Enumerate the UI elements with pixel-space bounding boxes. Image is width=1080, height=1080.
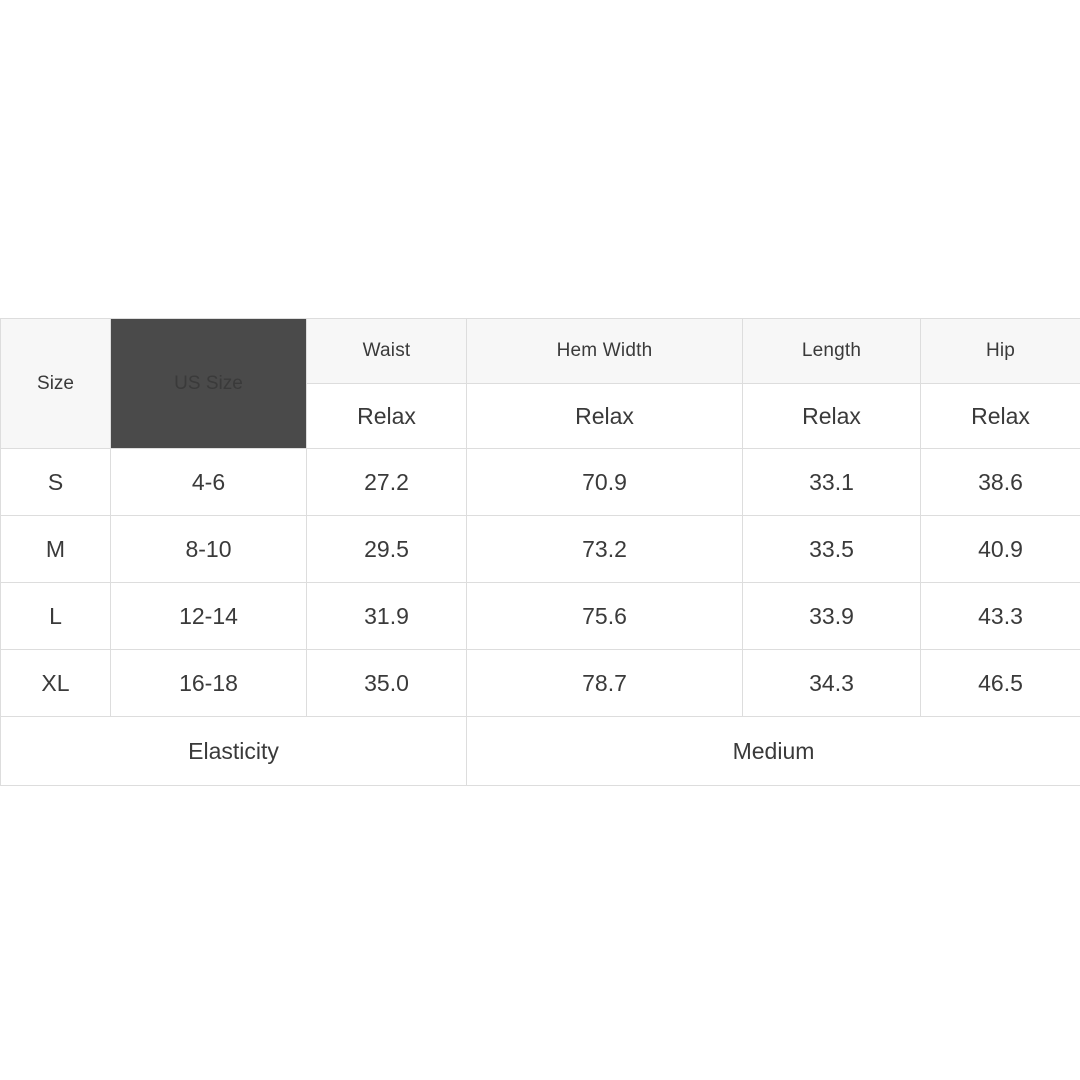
cell-us-size: 12-14 [111,583,307,650]
subheader-hem-width: Relax [467,384,743,449]
cell-us-size: 4-6 [111,449,307,516]
cell-length: 33.5 [743,516,921,583]
cell-size: L [1,583,111,650]
elasticity-value: Medium [467,717,1080,786]
size-chart-table [0,318,1080,786]
cell-hem-width: 73.2 [467,516,743,583]
cell-length: 34.3 [743,650,921,717]
table-row [1,650,1080,717]
table-row [1,516,1080,583]
cell-size: S [1,449,111,516]
cell-hem-width: 75.6 [467,583,743,650]
header-hem-width: Hem Width [467,319,743,384]
cell-hip: 43.3 [921,583,1080,650]
cell-size: M [1,516,111,583]
cell-hip: 38.6 [921,449,1080,516]
subheader-waist: Relax [307,384,467,449]
cell-us-size: 16-18 [111,650,307,717]
cell-hem-width: 78.7 [467,650,743,717]
table-row [1,449,1080,516]
cell-length: 33.9 [743,583,921,650]
cell-size: XL [1,650,111,717]
cell-us-size: 8-10 [111,516,307,583]
subheader-hip: Relax [921,384,1080,449]
header-length: Length [743,319,921,384]
cell-waist: 31.9 [307,583,467,650]
cell-hip: 46.5 [921,650,1080,717]
header-waist: Waist [307,319,467,384]
table-row [1,583,1080,650]
header-size: Size [1,319,111,449]
table-header-row [1,319,1080,384]
table-footer-row [1,717,1080,786]
cell-length: 33.1 [743,449,921,516]
cell-hip: 40.9 [921,516,1080,583]
cell-waist: 35.0 [307,650,467,717]
cell-hem-width: 70.9 [467,449,743,516]
subheader-length: Relax [743,384,921,449]
header-us-size: US Size [111,319,307,449]
header-hip: Hip [921,319,1080,384]
cell-waist: 29.5 [307,516,467,583]
cell-waist: 27.2 [307,449,467,516]
size-chart-container [0,318,1080,786]
elasticity-label: Elasticity [1,717,467,786]
